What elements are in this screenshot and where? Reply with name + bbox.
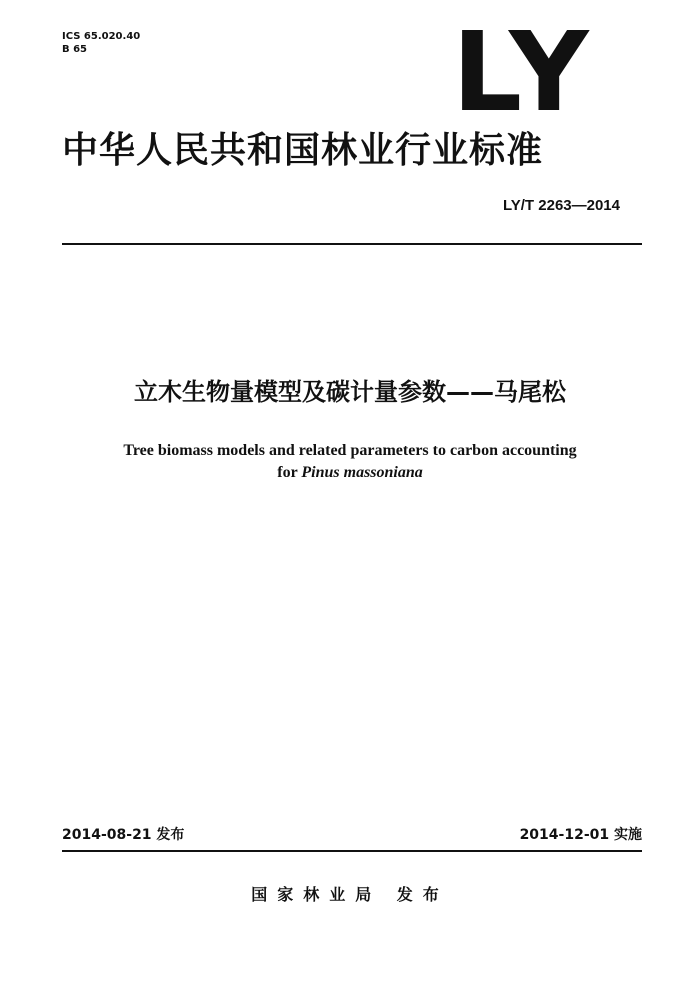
- bottom-divider: [62, 850, 642, 852]
- english-title-line-1: Tree biomass models and related parameters to carbon accounting: [123, 442, 577, 459]
- standard-mark-logo: LY: [452, 8, 593, 136]
- classification-codes: [62, 30, 140, 56]
- english-title-prefix: for: [277, 464, 302, 481]
- standard-number: LY/T 2263—2014: [502, 197, 620, 214]
- top-divider: [62, 243, 642, 245]
- chinese-title: 立木生物量模型及碳计量参数——马尾松: [134, 378, 566, 406]
- standard-category-title: 中华人民共和国林业行业标准: [62, 130, 544, 171]
- ics-code: ICS 65.020.40: [62, 31, 141, 42]
- english-title-line-2: [0, 462, 700, 484]
- ccs-code: B 65: [62, 44, 88, 55]
- implementation-date: 2014-12-01 实施: [519, 827, 642, 843]
- issue-date: 2014-08-21 发布: [62, 827, 185, 843]
- species-name: Pinus massoniana: [301, 464, 423, 481]
- english-title: [0, 440, 700, 484]
- publisher-line: 国家林业局 发布: [251, 885, 449, 904]
